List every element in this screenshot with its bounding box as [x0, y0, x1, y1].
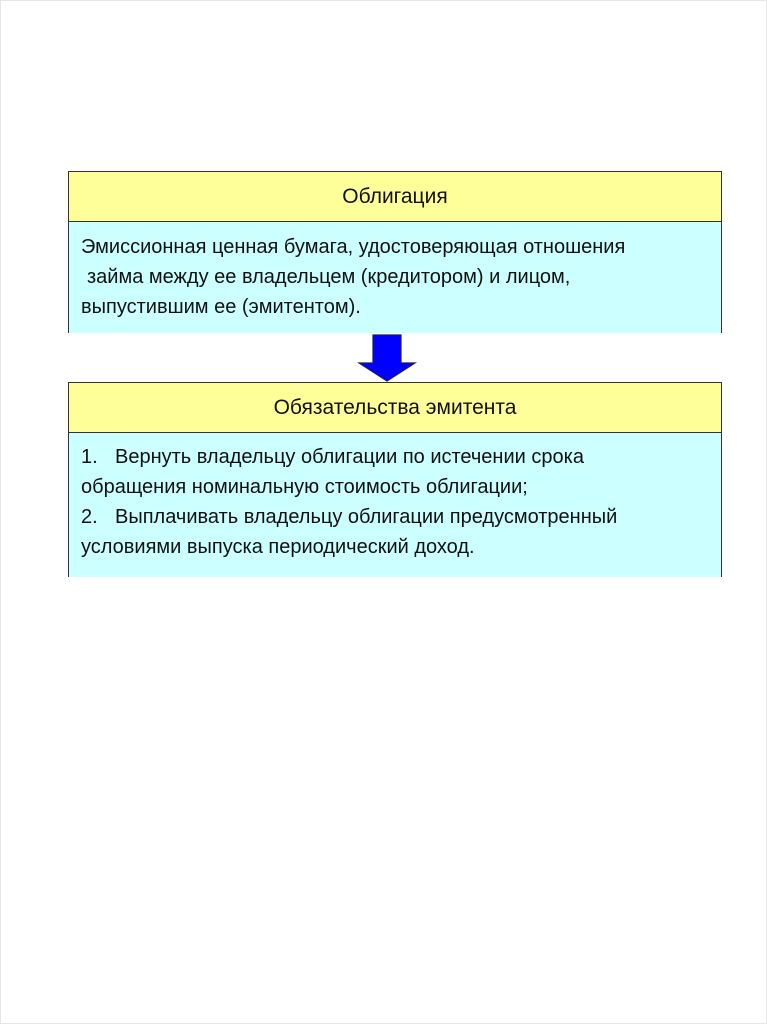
item-number: 2.: [81, 506, 98, 528]
obligation-item-1: [81, 442, 713, 472]
definition-line-3: выпустившим ее (эмитентом).: [81, 296, 361, 318]
item-number: 1.: [81, 446, 98, 468]
item-text: Выплачивать владельцу облигации предусмотренный: [115, 506, 618, 528]
obligation-item-2-cont: условиями выпуска периодический доход.: [81, 536, 475, 558]
bond-title: Облигация: [69, 172, 721, 222]
obligations-list: [69, 433, 721, 577]
bond-definition: [69, 222, 721, 333]
down-arrow-icon: [357, 333, 417, 383]
item-text: Вернуть владельцу облигации по истечении срока: [115, 446, 584, 468]
obligation-item-1-cont: обращения номинальную стоимость облигации;: [81, 476, 528, 498]
obligations-title: Обязательства эмитента: [69, 383, 721, 433]
issuer-obligations-box: [68, 382, 722, 577]
definition-line-1: Эмиссионная ценная бумага, удостоверяющая отношения: [81, 236, 626, 258]
obligation-item-2: [81, 502, 713, 532]
definition-line-2: займа между ее владельцем (кредитором) и лицом,: [87, 266, 571, 288]
bond-definition-box: [68, 171, 722, 333]
